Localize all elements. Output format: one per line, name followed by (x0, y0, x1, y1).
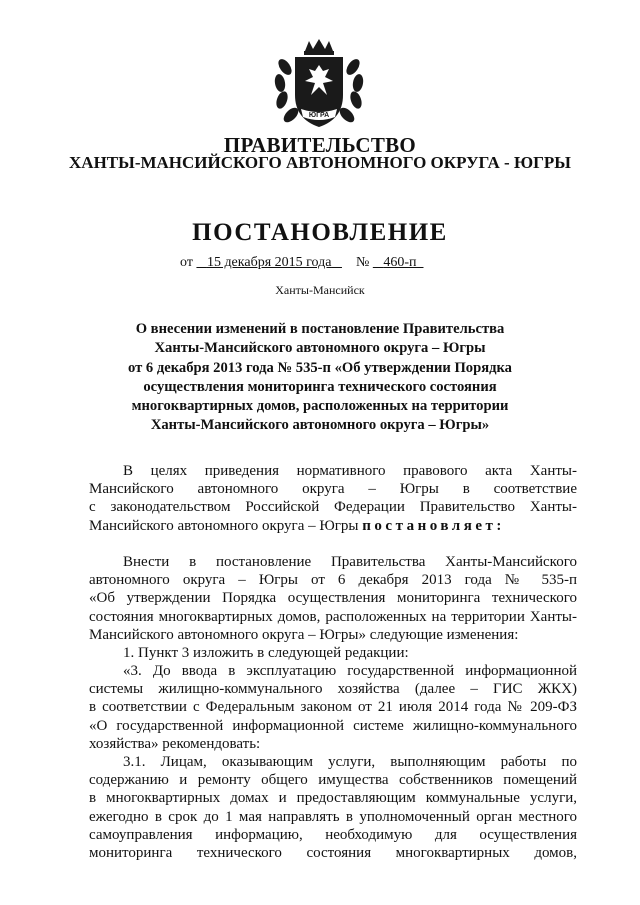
text-line: В целях приведения нормативного правового акта Ханты- (123, 463, 577, 479)
date-prefix: от (180, 255, 193, 270)
document-number: 460-п (383, 255, 417, 270)
document-date-line (180, 255, 423, 271)
heading-line: Ханты-Мансийского автономного округа – Югры (154, 340, 486, 357)
number-prefix: № (355, 255, 370, 270)
text-line: состояния многоквартирных домов, расположенных на территории Ханты- (89, 608, 577, 625)
text-line: «О государственной информационной системе жилищно-коммунального (89, 717, 577, 734)
emblem-ribbon-text: ЮГРА (308, 112, 330, 119)
text-line: системы жилищно-коммунального хозяйства (далее – ГИС ЖКХ) (89, 681, 577, 698)
text-line: «Об утверждении Порядка осуществления мониторинга технического (89, 590, 577, 607)
clause-3-1-paragraph (89, 753, 577, 862)
text-line: 3.1. Лицам, оказывающим услуги, выполняющим работы по (123, 754, 577, 770)
heading-line: от 6 декабря 2013 года № 535-п «Об утверждении Порядка (128, 359, 512, 376)
text-line: Мансийского автономного округа – Югры в соответствие (89, 481, 577, 498)
document-date: 15 декабря 2015 года (206, 255, 332, 270)
document-type: ПОСТАНОВЛЕНИЕ (192, 219, 448, 246)
heading-line: многоквартирных домов, расположенных на территории (131, 398, 509, 415)
text-line: автономного округа – Югры от 6 декабря 2013 года № 535-п (89, 572, 577, 589)
text-line: содержанию и ремонту общего имущества собственников помещений (89, 772, 577, 789)
resolves-word: постановляет: (362, 517, 505, 534)
clause-3-paragraph (89, 662, 577, 753)
government-title: ПРАВИТЕЛЬСТВО (223, 133, 417, 157)
text-line: в соответствии с Федеральным законом от 21 июля 2014 года № 209-ФЗ (89, 699, 577, 716)
preamble-paragraph (89, 462, 577, 535)
government-region: ХАНТЫ-МАНСИЙСКОГО АВТОНОМНОГО ОКРУГА - ЮГРЫ (69, 153, 571, 172)
heading-line: Ханты-Мансийского автономного округа – Югры» (150, 417, 490, 434)
khmao-coat-of-arms-icon (271, 37, 367, 137)
main-paragraph (89, 553, 577, 662)
heading-line: осуществления мониторинга технического состояния (143, 378, 497, 395)
document-city: Ханты-Мансийск (275, 283, 365, 297)
text-line: ежегодно в срок до 1 мая направлять в уполномоченный орган местного (89, 808, 577, 825)
text-line: Мансийского автономного округа – Югры» следующие изменения: (89, 626, 519, 643)
text-line: Внести в постановление Правительства Ханты-Мансийского (123, 554, 577, 570)
text-line: хозяйства» рекомендовать: (89, 735, 261, 752)
text-line: с законодательством Российской Федерации Правительство Ханты- (89, 499, 577, 516)
document-heading (95, 320, 545, 436)
item-1-line: 1. Пункт 3 изложить в следующей редакции: (123, 644, 409, 661)
heading-line: О внесении изменений в постановление Правительства (135, 321, 505, 337)
text-line: «3. До ввода в эксплуатацию государственной информационной (123, 663, 577, 679)
text-line: в многоквартирных домах и предоставляющим коммунальные услуги, (89, 790, 577, 807)
text-line: мониторинга технического состояния многоквартирных домов, (89, 844, 577, 861)
text-line: Мансийского автономного округа – Югры постановляет: (89, 517, 505, 534)
text-line: самоуправления информацию, необходимую для осуществления (89, 826, 577, 843)
